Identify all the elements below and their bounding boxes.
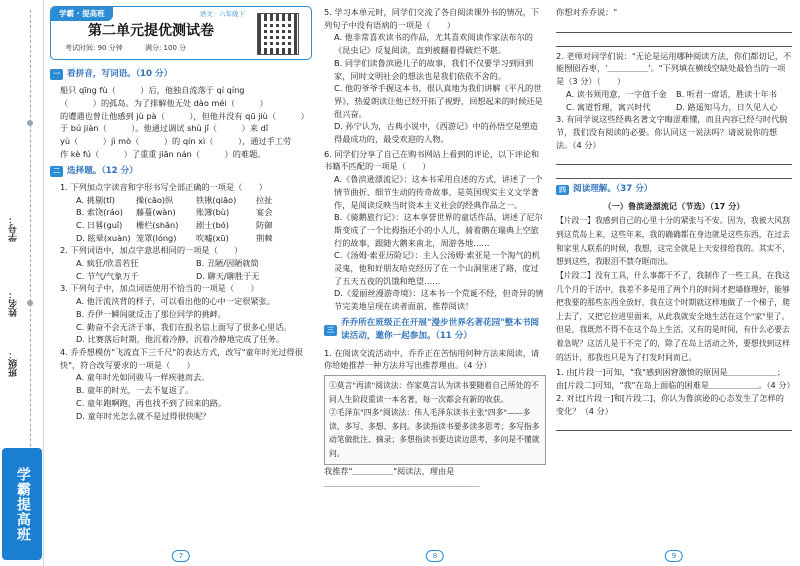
passage-line: yù（ ）jì mò（ ）的 qín xì（ ），通过手工劳	[60, 136, 292, 147]
question-3-1: 1. 在阅读交流活动中，乔乔正在苦恼用何种方法来阅读，请你给她推荐一种方法并写出推荐理由。（4 分） ①莫言"再读"阅读法：作家莫言认为读书要随着自己所处的不同人生阶段重读一本名著，每一次都会有新的收获。 ②毛泽东"四多"阅读法：伟人毛泽东读书主张"四多"——多读、多写、多想、多问。多读指读书要多读多思考；多写指多动笔做批注、摘录；多想指读书要边读边思考，多问是不懂就问。 我推荐"＿＿＿＿＿"阅读法，理由是 ＿＿＿＿＿＿＿＿＿＿＿＿＿＿＿＿＿＿＿	[324, 347, 546, 491]
subject-label: 语文 · 六年级下	[199, 10, 245, 18]
exam-time: 考试时间: 90 分钟	[65, 44, 123, 52]
page-title: 第二单元提优测试卷	[88, 23, 214, 39]
passage-line: （ ）的孤岛。为了排解他无处 dào méi（ ）	[60, 98, 268, 109]
answer-line[interactable]	[556, 19, 792, 33]
answer-line[interactable]: ＿＿＿＿＿＿＿＿＿＿＿＿＿＿＿＿＿＿＿	[324, 478, 480, 489]
brand-logo: 学霸提高班	[2, 448, 42, 560]
column-page-7	[50, 6, 312, 560]
passage-line: 作 kè fú（ ）了重重 jiān nán（ ）的难题。	[60, 148, 266, 159]
reading-question-1: 1. 由[片段一]可知，"我"感到困窘激愤的原因是＿＿＿＿＿＿；由[片段二]可知，"我"在岛上面临的困难是＿＿＿＿＿＿。（4 分）	[556, 367, 795, 391]
test-header	[50, 6, 312, 60]
passage-line: 船只 qīng fù（ ）后，他独自流落于 qí qíng	[60, 85, 245, 96]
passage-title: （一）鲁滨逊漂流记（节选）（17 分）	[603, 200, 745, 211]
method-box: ①莫言"再读"阅读法：作家莫言认为读书要随着自己所处的不同人生阶段重读一本名著，每一次都会有新的收获。 ②毛泽东"四多"阅读法：伟人毛泽东读书主张"四多"——多读、多写、多想、多问。多读指读书要多读多思考；多写指多动笔做批注、摘录；多想指读书要边读边思考，多问是不懂就问。	[324, 375, 546, 465]
question-3-2: 2. 老师对同学们说："无论是运用哪种阅读方法，你们都切记，不能囫囵吞枣，'＿＿＿＿＿'。"下列填在横线空缺处最恰当的一项是（3 分）（ ） A. 读书须用意，一字值千金 B. 听君一席话，胜读十年书 C. 寓道哲理，寓兴时代 D. 路遥知马力，日久见人心	[556, 50, 792, 112]
question-3: 3. 下列句子中，加点词语使用不恰当的一项是（ ） A. 他汗流浃背的样子，可以看出他的心中一定很紧张。 B. 乔伊一瞬间就反击了那位同学的挑衅。 C. 勤奋不会无济于事，我们在报名信上面写了很多心里话。 D. 比赛落后时期，他沉着冷静，沉着冷静地完成了任务。	[60, 283, 292, 345]
question-4: 4. 乔乔想模仿"飞流直下三千尺"的表达方式，改写"童年时光过得很快"，符合改写要求的一项是（ ） A. 童年时光如同骏马一样疾驰而去。 B. 童年的时光，一去不复返了。 C. 童年跑啊跑，再也找不到了回来的路。 D. 童年时光怎么就不是过得很快呢？	[60, 346, 303, 421]
page-number: 9	[665, 550, 683, 562]
binding-hole	[27, 300, 33, 306]
binding-hole	[27, 120, 33, 126]
exam-meta	[65, 43, 206, 54]
page-number: 8	[426, 550, 444, 562]
exam-score: 满分: 100 分	[144, 44, 187, 52]
answer-line[interactable]	[556, 417, 792, 431]
reading-question-2: 2. 对比[片段一]和[片段二]，你认为鲁滨逊的心态发生了怎样的变化？（4 分）	[556, 392, 792, 431]
passage-line: 于 bú jiàn（ ）。他通过调试 shù jǐ（ ）来 dǐ	[60, 123, 269, 134]
section-heading-2: 二 选择题。（12 分）	[50, 165, 312, 178]
answer-line[interactable]	[556, 33, 792, 47]
reading-passage: 【片段一】我感到自己的心里十分的紧张与不安。因为，我被大风刮到这荒岛上来，这些年来，我的确确都在身边就是这些东西，在过去和家里人联系的时候，我想，这完全就是上天安排给我的。其实不，想到这些，我眼泪不禁夺眶而出。 【片段二】没有工具，什么事都干不了，我制作了一些工具，在我这几个月的干活中，我差不多是用了两个月的时间才把墙修理好，能够把我要的那些东西全放好，我在这个时期就这样地做了一个梯子，爬上去了，又把它拉进里面来，从此我就安全地生活在这个"家"里了。 但是，我既然不得不在这个岛上生活，又有的是时间，有什么必要去着急呢？这活儿是干不完了的，除了在岛上活动之外，要想找到这样的活计，那我也只是为了打发时间而已。	[556, 216, 790, 362]
qr-code-icon[interactable]	[257, 13, 299, 55]
brand-badge: 学霸 · 提高班	[51, 7, 113, 21]
column-page-9	[556, 6, 795, 560]
answer-line[interactable]	[556, 165, 792, 179]
class-label: 班级：	[9, 350, 19, 377]
section-heading-3: 三 乔乔所在班级正在开展"漫步世界名著花园"整本书阅读活动，邀你一起参加。（11 分）	[324, 317, 546, 344]
page-number: 7	[172, 550, 190, 562]
question-6: 6. 同学们分享了自己在购书网站上看到的评论，以下评论和书籍不匹配的一项是（ ） A.《鲁滨逊漂流记》：这本书采用自述的方式，讲述了一个情节曲折、细节生动的传奇故事，是英国现实主义文学著作，是阅读反映当时资本主义社会的经典作品之一。 B.《骑鹅旅行记》：这本享誉世界的童话作品，讲述了尼尔斯变成了一个比拇指还小的小人儿，骑着鹅在瑞典上空旅行的故事，跟随大鹅来南北，周游各地…… C.《汤姆·索亚历险记》：主人公汤姆·索亚是一个淘气的机灵鬼，他和好朋友哈克经历了在一个山洞里迷了路，度过了五天五夜的饥饿和绝望…… D.《爱丽丝漫游奇境》：这本书一个荒诞不经，但奇异的情节完美地呈现在读者面前，推荐阅读！	[324, 148, 544, 312]
section-heading-1: 一 看拼音，写词语。（10 分）	[50, 68, 312, 81]
question-3-3: 3. 有同学说这些经典名著文字晦涩难懂，而且内容已经与时代脱节，我们没有阅读的必要。你认同这一说法吗？请说说你的想法。（4 分）	[556, 113, 792, 179]
question-2: 2. 下列词语中，加点字意思相同的一项是（ ） A. 疯狂/欣喜若狂 B. 丑陋/因陋就简 C. 节气/气象万千 D. 聊天/聊胜于无	[60, 245, 260, 281]
question-5: 5. 学习本单元时，同学们交流了各自阅读课外书的情况，下列句子中没有语病的一项是（ ） A. 他非常喜欢读书的作品，尤其喜欢阅读作家法布尔的《昆虫记》反复阅读，直到被翻着得破烂不堪。 B. 同学们读鲁滨逊儿子的故事，我们不仅要学习到回到家，同时文明社会的想法也是我们依依不舍的。 C. 他的爷爷手握这本书，很认真地为我们讲解《平凡的世界》，热爱朗读让他已经开拓了视野，回想起来的时候还是很兴奋。 D. 孙宁认为，古典小说中，《西游记》中的孙悟空是塑造得最成功的，最受欢迎的人物。	[324, 7, 543, 145]
answer-line[interactable]: 我推荐"＿＿＿＿＿"阅读法，理由是	[324, 465, 455, 476]
pinyin-passage	[50, 84, 312, 160]
answer-prompt: 你想对乔乔说："	[556, 7, 618, 17]
section-heading-4: 四 阅读理解。（37 分）	[556, 183, 792, 196]
column-page-8	[324, 6, 546, 560]
passage-line: 的遭遇也曾让他感到 jù pà（ ），但他并没有 qū jiù（ ）	[60, 110, 309, 121]
binding-spine	[0, 0, 44, 566]
student-id-label: 学号：	[9, 215, 19, 242]
question-1: 1. 下列加点字读音和字形书写全部正确的一项是（ ） A. 挑剔(tī) 操(cāo)纵 铁锹(qiāo) 拉扯 B. 索饶(ráo) 藤蔓(wàn) 账簿(bù) 宴会 C. 日晷(guǐ) 栅栏(shān) 剧士(bó) 防御 D. 眩晕(xuàn) 笼罩(lóng) 吹嘘(xū) 荆棘	[60, 181, 273, 243]
answer-line[interactable]	[556, 151, 792, 165]
name-label: 姓名：	[9, 290, 19, 317]
